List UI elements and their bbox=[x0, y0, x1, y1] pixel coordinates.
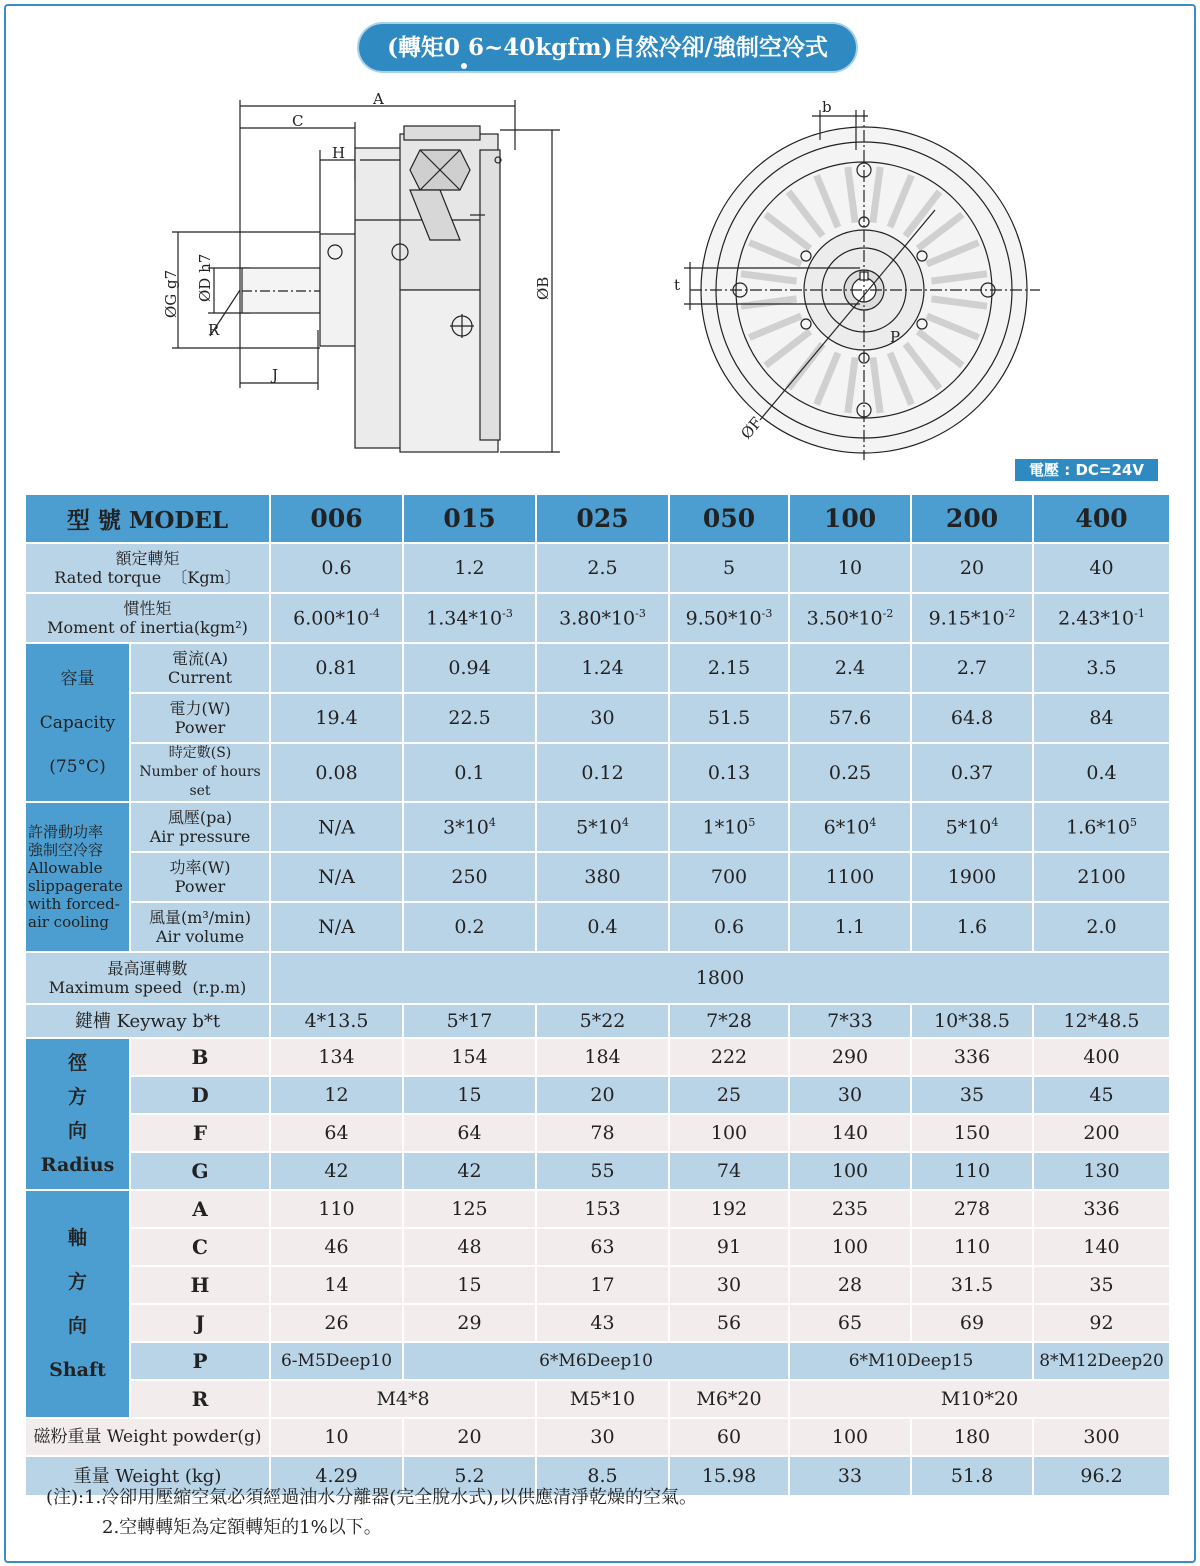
power-label: 電力(W) Power bbox=[130, 693, 270, 743]
power-cell: 64.8 bbox=[911, 693, 1033, 743]
dim-h-cell: 30 bbox=[669, 1266, 789, 1304]
dim-b-cell: 184 bbox=[536, 1038, 669, 1076]
current-cell: 2.4 bbox=[789, 643, 911, 693]
model-050: 050 bbox=[669, 494, 789, 543]
slippage-group-label: 許滑動功率 強制空冷容 Allowable slippagerate with forced-air cooling bbox=[25, 802, 130, 952]
dim-f-cell: 78 bbox=[536, 1114, 669, 1152]
weight-cell: 4.29 bbox=[270, 1456, 403, 1496]
time-constant-cell: 0.1 bbox=[403, 743, 536, 802]
spec-table bbox=[24, 493, 1171, 1497]
dim-b-cell: 222 bbox=[669, 1038, 789, 1076]
dim-j-label: J bbox=[130, 1304, 270, 1342]
dim-d-cell: 35 bbox=[911, 1076, 1033, 1114]
slip-power-row bbox=[25, 852, 1170, 902]
air-volume-cell: 0.2 bbox=[403, 902, 536, 952]
air-volume-cell: 0.6 bbox=[669, 902, 789, 952]
rated-torque-cell: 0.6 bbox=[270, 543, 403, 593]
dim-a-cell: 153 bbox=[536, 1190, 669, 1228]
dim-g-cell: 55 bbox=[536, 1152, 669, 1190]
dim-r-row bbox=[25, 1380, 1170, 1418]
air-volume-cell: 2.0 bbox=[1033, 902, 1170, 952]
power-cell: 30 bbox=[536, 693, 669, 743]
dim-h-cell: 31.5 bbox=[911, 1266, 1033, 1304]
powder-weight-cell: 300 bbox=[1033, 1418, 1170, 1456]
air-pressure-cell: N/A bbox=[270, 802, 403, 852]
powder-weight-cell: 10 bbox=[270, 1418, 403, 1456]
current-row bbox=[25, 643, 1170, 693]
air-pressure-cell: $5*10^4$ bbox=[536, 802, 669, 852]
current-cell: 2.15 bbox=[669, 643, 789, 693]
dim-label-a: A bbox=[373, 90, 384, 108]
dim-h-cell: 14 bbox=[270, 1266, 403, 1304]
dim-h-cell: 35 bbox=[1033, 1266, 1170, 1304]
dim-g-label: G bbox=[130, 1152, 270, 1190]
keyway-cell: 7*28 bbox=[669, 1004, 789, 1038]
keyway-cell: 7*33 bbox=[789, 1004, 911, 1038]
dim-p-cell: 6*M10Deep15 bbox=[789, 1342, 1033, 1380]
dim-label-key-t: t bbox=[674, 276, 681, 294]
dim-f-label: F bbox=[130, 1114, 270, 1152]
dim-d-cell: 45 bbox=[1033, 1076, 1170, 1114]
keyway-cell: 10*38.5 bbox=[911, 1004, 1033, 1038]
dim-j-cell: 56 bbox=[669, 1304, 789, 1342]
inertia-cell: $2.43*10^{-1}$ bbox=[1033, 593, 1170, 643]
dim-label-j: J bbox=[272, 366, 279, 384]
air-volume-cell: 1.1 bbox=[789, 902, 911, 952]
powder-weight-cell: 30 bbox=[536, 1418, 669, 1456]
keyway-cell: 4*13.5 bbox=[270, 1004, 403, 1038]
power-cell: 51.5 bbox=[669, 693, 789, 743]
dim-f-cell: 140 bbox=[789, 1114, 911, 1152]
weight-cell: 51.8 bbox=[911, 1456, 1033, 1496]
slip-power-cell: N/A bbox=[270, 852, 403, 902]
dim-a-cell: 125 bbox=[403, 1190, 536, 1228]
dim-a-cell: 192 bbox=[669, 1190, 789, 1228]
dim-h-label: H bbox=[130, 1266, 270, 1304]
dim-label-b: ØB bbox=[534, 276, 552, 300]
time-constant-row bbox=[25, 743, 1170, 802]
model-025: 025 bbox=[536, 494, 669, 543]
rated-torque-cell: 5 bbox=[669, 543, 789, 593]
rated-torque-cell: 10 bbox=[789, 543, 911, 593]
inertia-cell: $9.15*10^{-2}$ bbox=[911, 593, 1033, 643]
current-cell: 3.5 bbox=[1033, 643, 1170, 693]
keyway-label: 鍵槽 Keyway b*t bbox=[25, 1004, 270, 1038]
inertia-label: 慣性矩 Moment of inertia(kgm²) bbox=[25, 593, 270, 643]
dim-c-cell: 46 bbox=[270, 1228, 403, 1266]
slip-power-cell: 250 bbox=[403, 852, 536, 902]
dim-b-row bbox=[25, 1038, 1170, 1076]
inertia-cell: $3.50*10^{-2}$ bbox=[789, 593, 911, 643]
footnotes bbox=[46, 1483, 697, 1543]
inertia-cell: $6.00*10^{-4}$ bbox=[270, 593, 403, 643]
dim-d-cell: 25 bbox=[669, 1076, 789, 1114]
weight-cell: 33 bbox=[789, 1456, 911, 1496]
weight-label: 重量 Weight (kg) bbox=[25, 1456, 270, 1496]
dim-g-cell: 42 bbox=[270, 1152, 403, 1190]
model-006: 006 bbox=[270, 494, 403, 543]
dim-b-cell: 154 bbox=[403, 1038, 536, 1076]
air-pressure-row bbox=[25, 802, 1170, 852]
air-pressure-label: 風壓(pa) Air pressure bbox=[130, 802, 270, 852]
keyway-cell: 5*22 bbox=[536, 1004, 669, 1038]
dim-g-cell: 130 bbox=[1033, 1152, 1170, 1190]
dim-a-cell: 278 bbox=[911, 1190, 1033, 1228]
current-label: 電流(A) Current bbox=[130, 643, 270, 693]
keyway-cell: 5*17 bbox=[403, 1004, 536, 1038]
dim-p-row bbox=[25, 1342, 1170, 1380]
dim-d-row bbox=[25, 1076, 1170, 1114]
dim-p-cell: 8*M12Deep20 bbox=[1033, 1342, 1170, 1380]
dim-b-cell: 400 bbox=[1033, 1038, 1170, 1076]
weight-cell: 8.5 bbox=[536, 1456, 669, 1496]
dim-c-cell: 48 bbox=[403, 1228, 536, 1266]
current-cell: 0.94 bbox=[403, 643, 536, 693]
page-title: (轉矩0 6~40kgfm)自然冷卻/強制空冷式 bbox=[359, 24, 856, 71]
dim-j-cell: 43 bbox=[536, 1304, 669, 1342]
dim-label-r: R bbox=[208, 321, 220, 339]
dim-f-row bbox=[25, 1114, 1170, 1152]
model-015: 015 bbox=[403, 494, 536, 543]
inertia-cell: $1.34*10^{-3}$ bbox=[403, 593, 536, 643]
rated-torque-cell: 20 bbox=[911, 543, 1033, 593]
dim-c-label: C bbox=[130, 1228, 270, 1266]
dim-h-cell: 17 bbox=[536, 1266, 669, 1304]
dim-d-cell: 20 bbox=[536, 1076, 669, 1114]
rated-torque-label: 額定轉矩 Rated torque 〔Kgm〕 bbox=[25, 543, 270, 593]
dim-p-cell: 6-M5Deep10 bbox=[270, 1342, 403, 1380]
weight-cell: 5.2 bbox=[403, 1456, 536, 1496]
current-cell: 1.24 bbox=[536, 643, 669, 693]
dim-label-key-b: b bbox=[822, 98, 832, 116]
model-200: 200 bbox=[911, 494, 1033, 543]
keyway-row bbox=[25, 1004, 1170, 1038]
air-volume-cell: 0.4 bbox=[536, 902, 669, 952]
dim-j-cell: 69 bbox=[911, 1304, 1033, 1342]
powder-weight-cell: 100 bbox=[789, 1418, 911, 1456]
rated-torque-cell: 1.2 bbox=[403, 543, 536, 593]
dim-c-cell: 110 bbox=[911, 1228, 1033, 1266]
rated-torque-cell: 2.5 bbox=[536, 543, 669, 593]
header-row bbox=[25, 494, 1170, 543]
dim-b-cell: 290 bbox=[789, 1038, 911, 1076]
max-speed-row bbox=[25, 952, 1170, 1004]
dim-label-h: H bbox=[332, 144, 346, 162]
inertia-cell: $9.50*10^{-3}$ bbox=[669, 593, 789, 643]
dim-a-cell: 336 bbox=[1033, 1190, 1170, 1228]
front-view-drawing bbox=[684, 110, 1040, 460]
max-speed-cell: 1800 bbox=[270, 952, 1170, 1004]
dim-h-row bbox=[25, 1266, 1170, 1304]
inertia-row bbox=[25, 593, 1170, 643]
dim-f-cell: 200 bbox=[1033, 1114, 1170, 1152]
weight-cell: 15.98 bbox=[669, 1456, 789, 1496]
dim-c-cell: 100 bbox=[789, 1228, 911, 1266]
time-constant-cell: 0.13 bbox=[669, 743, 789, 802]
dim-p-label: P bbox=[130, 1342, 270, 1380]
rated-torque-row bbox=[25, 543, 1170, 593]
dim-j-cell: 26 bbox=[270, 1304, 403, 1342]
dim-a-label: A bbox=[130, 1190, 270, 1228]
time-constant-cell: 0.12 bbox=[536, 743, 669, 802]
slip-power-label: 功率(W) Power bbox=[130, 852, 270, 902]
air-pressure-cell: $1*10^5$ bbox=[669, 802, 789, 852]
dim-label-g: ØG g7 bbox=[162, 269, 180, 318]
power-cell: 19.4 bbox=[270, 693, 403, 743]
dim-a-cell: 110 bbox=[270, 1190, 403, 1228]
dim-f-cell: 150 bbox=[911, 1114, 1033, 1152]
capacity-group-label: 容量 Capacity (75°C) bbox=[25, 643, 130, 802]
dim-d-cell: 30 bbox=[789, 1076, 911, 1114]
time-constant-cell: 0.08 bbox=[270, 743, 403, 802]
air-pressure-cell: $1.6*10^5$ bbox=[1033, 802, 1170, 852]
dim-d-label: D bbox=[130, 1076, 270, 1114]
footnote-1: (注):1.冷卻用壓縮空氣必須經過油水分離器(完全脫水式),以供應清淨乾燥的空氣。 bbox=[46, 1487, 698, 1508]
dim-p-cell: 6*M6Deep10 bbox=[403, 1342, 789, 1380]
dim-j-cell: 29 bbox=[403, 1304, 536, 1342]
weight-cell: 96.2 bbox=[1033, 1456, 1170, 1496]
dim-a-cell: 235 bbox=[789, 1190, 911, 1228]
slip-power-cell: 2100 bbox=[1033, 852, 1170, 902]
power-cell: 22.5 bbox=[403, 693, 536, 743]
model-400: 400 bbox=[1033, 494, 1170, 543]
air-volume-row bbox=[25, 902, 1170, 952]
dim-j-row bbox=[25, 1304, 1170, 1342]
powder-weight-cell: 20 bbox=[403, 1418, 536, 1456]
powder-weight-row bbox=[25, 1418, 1170, 1456]
powder-weight-label: 磁粉重量 Weight powder(g) bbox=[25, 1418, 270, 1456]
model-100: 100 bbox=[789, 494, 911, 543]
dim-label-p: P bbox=[890, 328, 901, 346]
dim-r-cell: M5*10 bbox=[536, 1380, 669, 1418]
current-cell: 2.7 bbox=[911, 643, 1033, 693]
shaft-group-label: 軸 方 向 Shaft bbox=[25, 1190, 130, 1418]
air-volume-cell: N/A bbox=[270, 902, 403, 952]
dim-h-cell: 15 bbox=[403, 1266, 536, 1304]
rated-torque-cell: 40 bbox=[1033, 543, 1170, 593]
dim-g-cell: 42 bbox=[403, 1152, 536, 1190]
air-pressure-cell: $5*10^4$ bbox=[911, 802, 1033, 852]
time-constant-cell: 0.37 bbox=[911, 743, 1033, 802]
powder-weight-cell: 60 bbox=[669, 1418, 789, 1456]
slip-power-cell: 700 bbox=[669, 852, 789, 902]
air-pressure-cell: $6*10^4$ bbox=[789, 802, 911, 852]
slip-power-cell: 380 bbox=[536, 852, 669, 902]
dim-g-cell: 110 bbox=[911, 1152, 1033, 1190]
dim-r-cell: M6*20 bbox=[669, 1380, 789, 1418]
dim-r-label: R bbox=[130, 1380, 270, 1418]
dim-c-cell: 91 bbox=[669, 1228, 789, 1266]
dim-r-cell: M10*20 bbox=[789, 1380, 1170, 1418]
keyway-cell: 12*48.5 bbox=[1033, 1004, 1170, 1038]
dim-r-cell: M4*8 bbox=[270, 1380, 536, 1418]
side-view-drawing bbox=[172, 100, 560, 452]
inertia-cell: $3.80*10^{-3}$ bbox=[536, 593, 669, 643]
power-cell: 84 bbox=[1033, 693, 1170, 743]
slip-power-cell: 1900 bbox=[911, 852, 1033, 902]
dim-g-cell: 100 bbox=[789, 1152, 911, 1190]
current-cell: 0.81 bbox=[270, 643, 403, 693]
power-cell: 57.6 bbox=[789, 693, 911, 743]
voltage-badge: 電壓 : DC=24V bbox=[1015, 459, 1158, 481]
dim-f-cell: 100 bbox=[669, 1114, 789, 1152]
dim-label-f: ØF bbox=[737, 413, 766, 443]
time-constant-cell: 0.25 bbox=[789, 743, 911, 802]
dim-label-c: C bbox=[292, 112, 304, 130]
dim-b-cell: 134 bbox=[270, 1038, 403, 1076]
dim-g-cell: 74 bbox=[669, 1152, 789, 1190]
dim-label-d: ØD h7 bbox=[196, 253, 214, 302]
dim-d-cell: 15 bbox=[403, 1076, 536, 1114]
air-volume-label: 風量(m³/min) Air volume bbox=[130, 902, 270, 952]
dim-g-row bbox=[25, 1152, 1170, 1190]
footnote-2: 2.空轉轉矩為定額轉矩的1%以下。 bbox=[102, 1517, 382, 1538]
dim-h-cell: 28 bbox=[789, 1266, 911, 1304]
radius-group-label: 徑 方 向 Radius bbox=[25, 1038, 130, 1190]
dim-b-label: B bbox=[130, 1038, 270, 1076]
time-constant-cell: 0.4 bbox=[1033, 743, 1170, 802]
dim-b-cell: 336 bbox=[911, 1038, 1033, 1076]
dim-d-cell: 12 bbox=[270, 1076, 403, 1114]
dim-a-row bbox=[25, 1190, 1170, 1228]
technical-drawings bbox=[0, 80, 1200, 460]
dim-c-row bbox=[25, 1228, 1170, 1266]
powder-weight-cell: 180 bbox=[911, 1418, 1033, 1456]
dim-f-cell: 64 bbox=[403, 1114, 536, 1152]
air-volume-cell: 1.6 bbox=[911, 902, 1033, 952]
air-pressure-cell: $3*10^4$ bbox=[403, 802, 536, 852]
time-constant-label: 時定數(S) Number of hours set bbox=[130, 743, 270, 802]
max-speed-label: 最高運轉數 Maximum speed (r.p.m) bbox=[25, 952, 270, 1004]
dim-j-cell: 92 bbox=[1033, 1304, 1170, 1342]
dim-c-cell: 63 bbox=[536, 1228, 669, 1266]
dim-j-cell: 65 bbox=[789, 1304, 911, 1342]
power-row bbox=[25, 693, 1170, 743]
dim-f-cell: 64 bbox=[270, 1114, 403, 1152]
model-header: 型 號 MODEL bbox=[25, 494, 270, 543]
dim-c-cell: 140 bbox=[1033, 1228, 1170, 1266]
slip-power-cell: 1100 bbox=[789, 852, 911, 902]
